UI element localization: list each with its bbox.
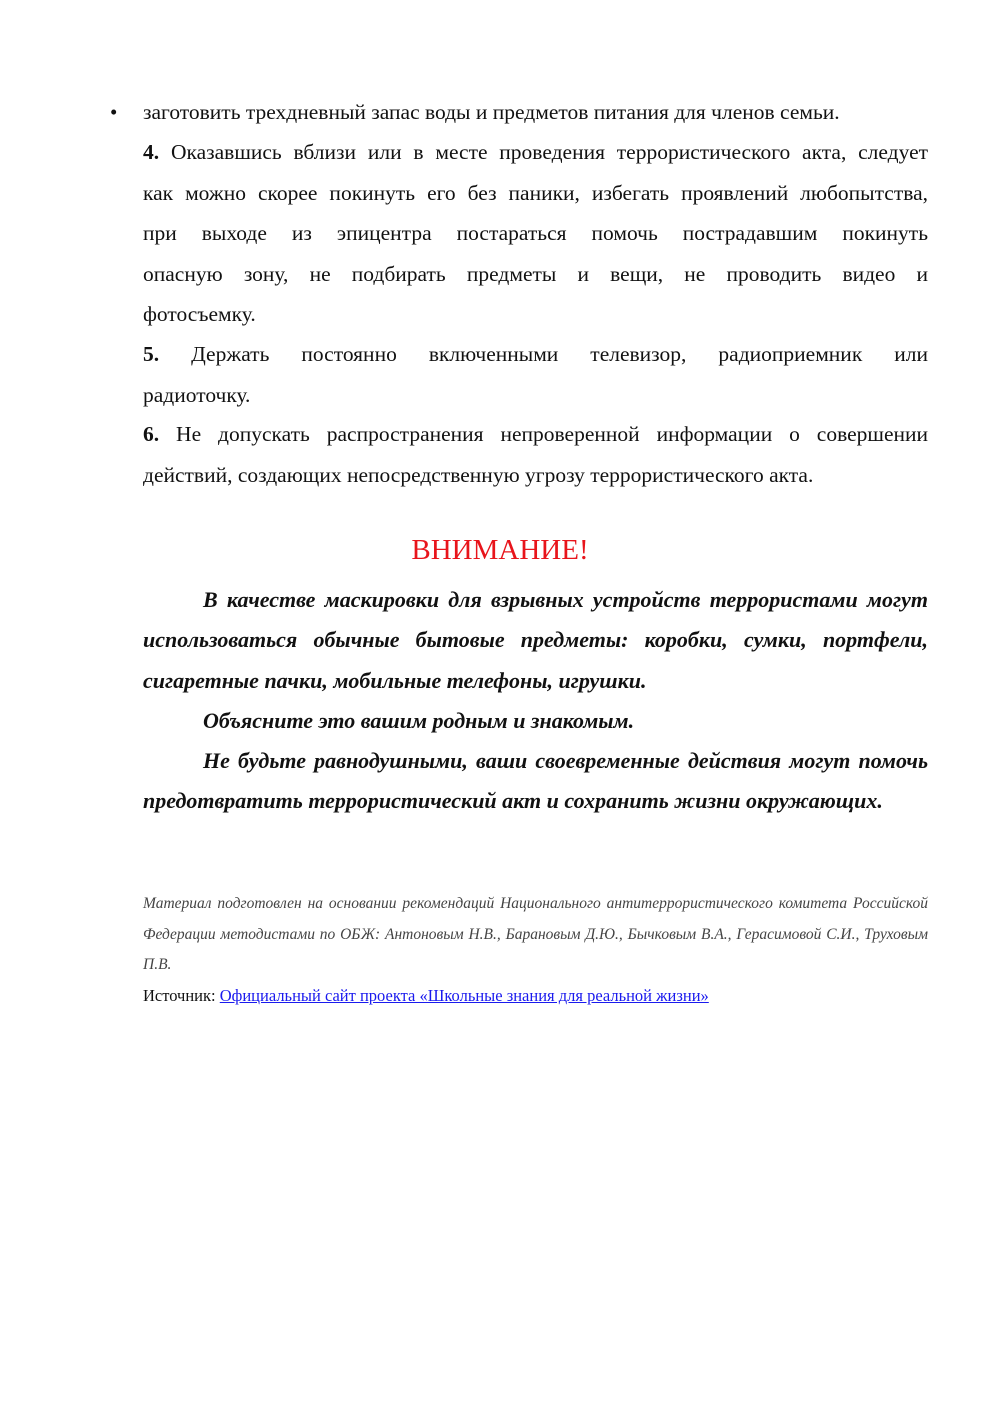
item-number: 5.: [143, 342, 160, 366]
source-line: [143, 982, 709, 1010]
footnote-text: Материал подготовлен на основании рекомендаций Национального антитеррористического комитета Российской Федерации методистами по ОБЖ: Антоновым Н.В., Барановым Д.Ю., Бычковым В.А., Герасимовой С.И., Труховым П.В.: [143, 895, 928, 973]
source-label: Источник:: [143, 986, 216, 1005]
bullet-icon: •: [110, 100, 118, 124]
warning-paragraph-2: Объясните это вашим родным и знакомым.: [203, 707, 635, 733]
warning-text: [143, 580, 928, 822]
item-4-line-3: при выходе из эпицентра постараться помочь пострадавшим покинуть: [143, 221, 928, 245]
item-4-line-5: фотосъемку.: [143, 302, 256, 326]
bullet-text: заготовить трехдневный запас воды и предметов питания для членов семьи.: [143, 100, 840, 124]
item-6: [143, 414, 928, 495]
item-5-line-2: радиоточку.: [143, 382, 251, 407]
item-4-line-1: [143, 132, 928, 173]
item-text: Держать постоянно включенными телевизор, радиоприемник или: [191, 342, 928, 366]
item-text: Не допускать распространения непроверенной информации о совершении: [176, 422, 929, 446]
footnote: [143, 889, 928, 981]
warning-title: ВНИМАНИЕ!: [411, 534, 589, 566]
warning-paragraph-1: В качестве маскировки для взрывных устройств террористами могут использоваться обычные бытовые предметы: коробки, сумки, портфели, сигаретные пачки, мобильные телефоны, игрушки.: [143, 587, 928, 693]
item-6-line-1: [143, 414, 928, 455]
item-5-line-1: [143, 334, 928, 375]
warning-paragraph-3: Не будьте равнодушными, ваши своевременные действия могут помочь предотвратить террористический акт и сохранить жизни окружающих.: [143, 748, 928, 814]
item-4: [143, 132, 928, 335]
item-number: 4.: [143, 140, 160, 164]
item-4-line-4: опасную зону, не подбирать предметы и вещи, не проводить видео и: [143, 261, 928, 286]
source-link[interactable]: Официальный сайт проекта «Школьные знания для реальной жизни»: [219, 986, 709, 1005]
item-text: Оказавшись вблизи или в месте проведения террористического акта, следует: [170, 140, 929, 164]
item-5: [143, 334, 928, 415]
item-4-line-2: как можно скорее покинуть его без паники, избегать проявлений любопытства,: [143, 180, 928, 205]
item-number: 6.: [143, 422, 160, 446]
item-6-line-2: действий, создающих непосредственную угрозу террористического акта.: [143, 462, 814, 487]
